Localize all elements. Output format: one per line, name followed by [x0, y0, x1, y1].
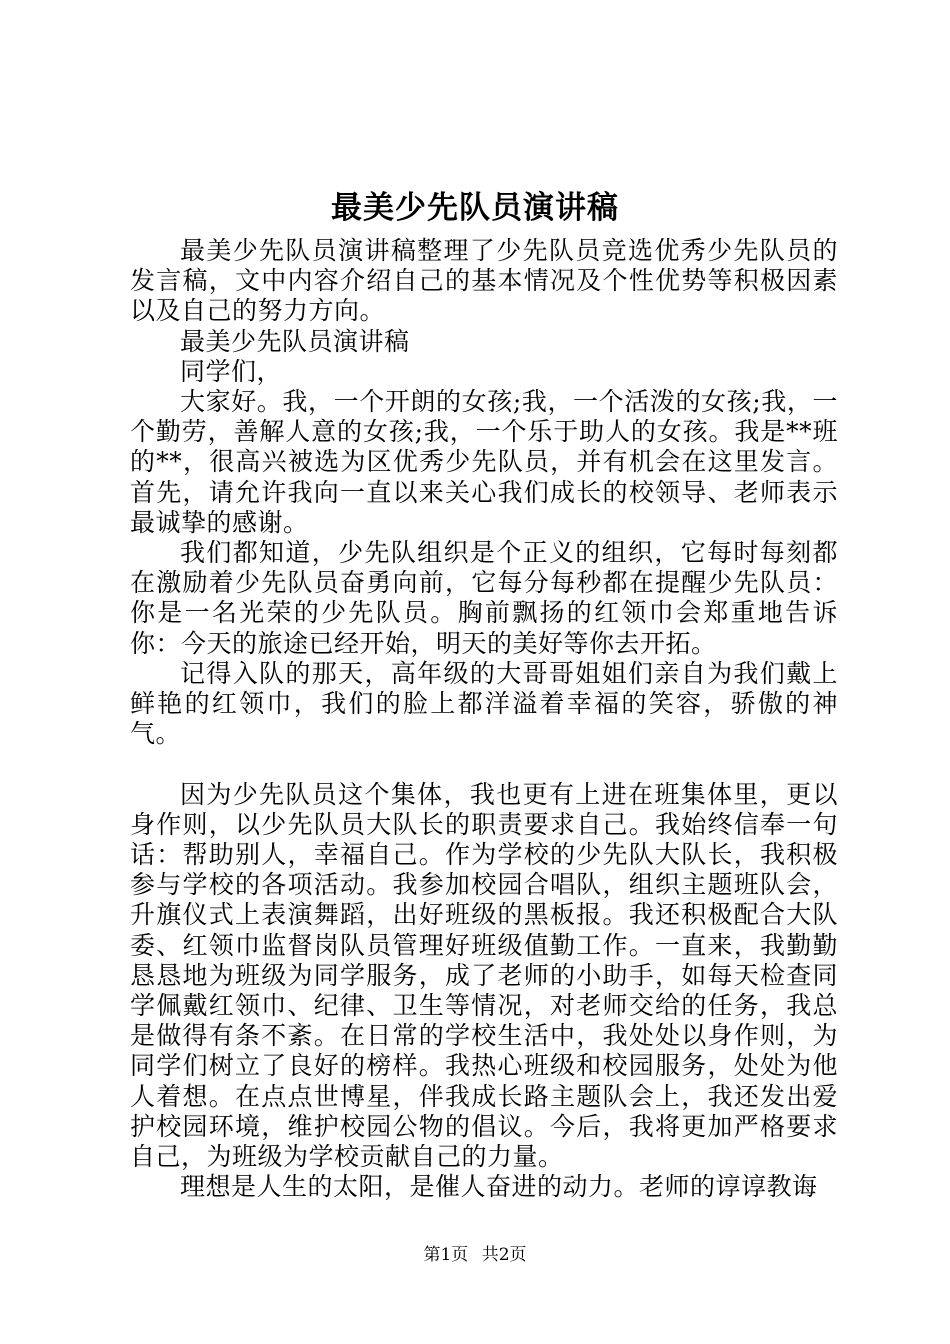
paragraph-ideals: 理想是人生的太阳，是催人奋进的动力。老师的谆谆教诲	[180, 1172, 818, 1202]
paragraph-duties: 因为少先队员这个集体，我也更有上进在班集体里，更以身作则，以少先队员大队长的职责要求自己。我始终信奉一句话：帮助别人，幸福自己。作为学校的少先队大队长，我积极参与学校的各项活动。我参加校园合唱队，组织主题班队会，升旗仪式上表演舞蹈，出好班级的黑板报。我还积极配合大队委、红领巾监督岗队员管理好班级值勤工作。一直来，我勤勤恳恳地为班级为同学服务，成了老师的小助手，如每天检查同学佩戴红领巾、纪律、卫生等情况，对老师交给的任务，我总是做得有条不紊。在日常的学校生活中，我处处以身作则，为同学们树立了良好的榜样。我热心班级和校园服务，处处为他人着想。在点点世博星，伴我成长路主题队会上，我还发出爱护校园环境，维护校园公物的倡议。今后，我将更加严格要求自己，为班级为学校贡献自己的力量。	[130, 779, 838, 1172]
paragraph-blank-line	[130, 749, 838, 779]
paragraph-joining-day: 记得入队的那天，高年级的大哥哥姐姐们亲自为我们戴上鲜艳的红领巾，我们的脸上都洋溢着幸福的笑容，骄傲的神气。	[130, 658, 838, 749]
paragraph-intro: 最美少先队员演讲稿整理了少先队员竞选优秀少先队员的发言稿，文中内容介绍自己的基本情况及个性优势等积极因素以及自己的努力方向。	[130, 236, 838, 326]
paragraph-salutation: 同学们，	[180, 356, 283, 386]
page-total: 共2页	[481, 1245, 527, 1265]
paragraph-organization: 我们都知道，少先队组织是个正义的组织，它每时每刻都在激励着少先队员奋勇向前，它每分每秒都在提醒少先队员：你是一名光荣的少先队员。胸前飘扬的红领巾会郑重地告诉你：今天的旅途已经开始，明天的美好等你去开拓。	[130, 538, 838, 658]
paragraph-subtitle: 最美少先队员演讲稿	[180, 326, 410, 356]
page-number: 第1页	[423, 1245, 469, 1265]
paragraph-greeting: 大家好。我，一个开朗的女孩;我，一个活泼的女孩;我，一个勤劳，善解人意的女孩;我，一个乐于助人的女孩。我是**班的**，很高兴被选为区优秀少先队员，并有机会在这里发言。首先，请允许我向一直以来关心我们成长的校领导、老师表示最诚挚的感谢。	[130, 387, 838, 537]
page-footer	[0, 1244, 950, 1266]
document-title: 最美少先队员演讲稿	[331, 190, 619, 226]
document-body	[130, 236, 838, 1202]
